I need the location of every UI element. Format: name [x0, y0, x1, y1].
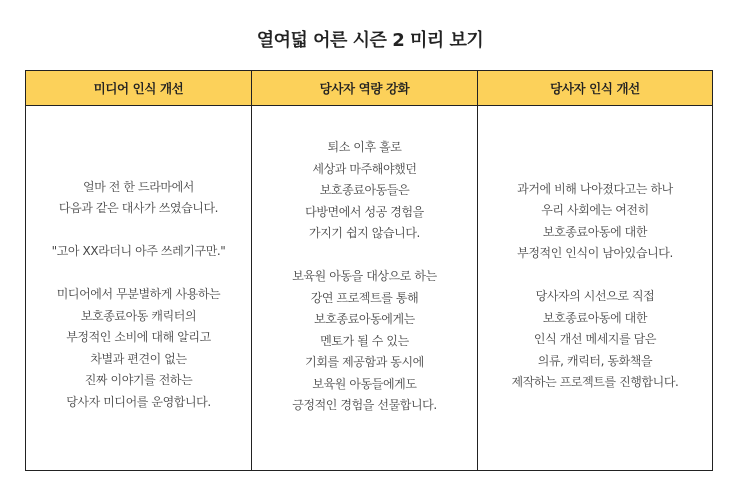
cell-line: 다방면에서 성공 경험을 — [305, 204, 424, 219]
cell-line: 다음과 같은 대사가 쓰였습니다. — [58, 201, 219, 216]
cell-line: 보호종료아동에게는 — [314, 312, 415, 327]
cell-line: 인식 개선 메세지를 담은 — [533, 332, 657, 346]
cell-line: 부정적인 소비에 대해 알리고 — [66, 330, 211, 345]
header-capacity-building: 당사자 역량 강화 — [252, 71, 478, 106]
cell-line: 우리 사회에는 여전히 — [541, 203, 649, 217]
cell-line — [52, 220, 226, 242]
cell-line: 당사자의 시선으로 직접 — [535, 289, 655, 303]
cell-line: 당사자 미디어를 운영합니다. — [66, 394, 211, 409]
page-title: 열여덟 어른 시즌 2 미리 보기 — [256, 30, 484, 51]
cell-capacity-building — [252, 106, 478, 470]
cell-line — [292, 245, 437, 267]
header-media-awareness: 미디어 인식 개선 — [26, 71, 252, 106]
cell-line: 보호종료아동에 대한 — [542, 224, 648, 239]
cell-line: 기회를 제공함과 동시에 — [305, 355, 424, 370]
cell-line: 세상과 마주해야했던 — [312, 161, 417, 176]
preview-table — [25, 70, 713, 471]
cell-line: 보호종료아동들은 — [319, 183, 410, 198]
cell-line: 보육원 아동들에게도 — [312, 376, 417, 391]
cell-line: 얼마 전 한 드라마에서 — [83, 179, 194, 194]
cell-line: 미디어에서 무분별하게 사용하는 — [56, 287, 221, 302]
cell-line: 긍정적인 경험을 선물합니다. — [292, 398, 437, 413]
cell-line: 보육원 아동을 대상으로 하는 — [292, 269, 437, 284]
cell-line: 멘토가 될 수 있는 — [320, 333, 409, 348]
cell-party-awareness — [478, 106, 712, 470]
cell-line — [512, 265, 679, 287]
cell-line: 차별과 편견이 없는 — [90, 351, 187, 366]
cell-line: 보호종료아동에 대한 — [542, 310, 648, 325]
cell-line: 의류, 캐릭터, 동화책을 — [537, 353, 653, 368]
cell-line: 제작하는 프로젝트를 진행합니다. — [511, 375, 679, 389]
cell-line: 가지기 쉽지 않습니다. — [309, 226, 420, 241]
cell-line: 부정적인 인식이 남아있습니다. — [517, 246, 673, 260]
cell-text — [52, 177, 226, 414]
cell-line: "고아 XX라더니 아주 쓰레기구만." — [51, 244, 226, 259]
cell-line: 보호종료아동 캐릭터의 — [80, 308, 197, 323]
cell-media-awareness — [26, 106, 252, 470]
cell-text — [292, 137, 437, 417]
cell-line — [52, 263, 226, 285]
cell-line: 강연 프로젝트를 통해 — [310, 290, 419, 305]
header-party-awareness: 당사자 인식 개선 — [478, 71, 712, 106]
cell-line: 과거에 비해 나아졌다고는 하나 — [517, 181, 673, 196]
cell-text — [512, 179, 679, 394]
cell-line: 진짜 이야기를 전하는 — [84, 373, 193, 388]
cell-line: 퇴소 이후 홀로 — [327, 140, 402, 155]
